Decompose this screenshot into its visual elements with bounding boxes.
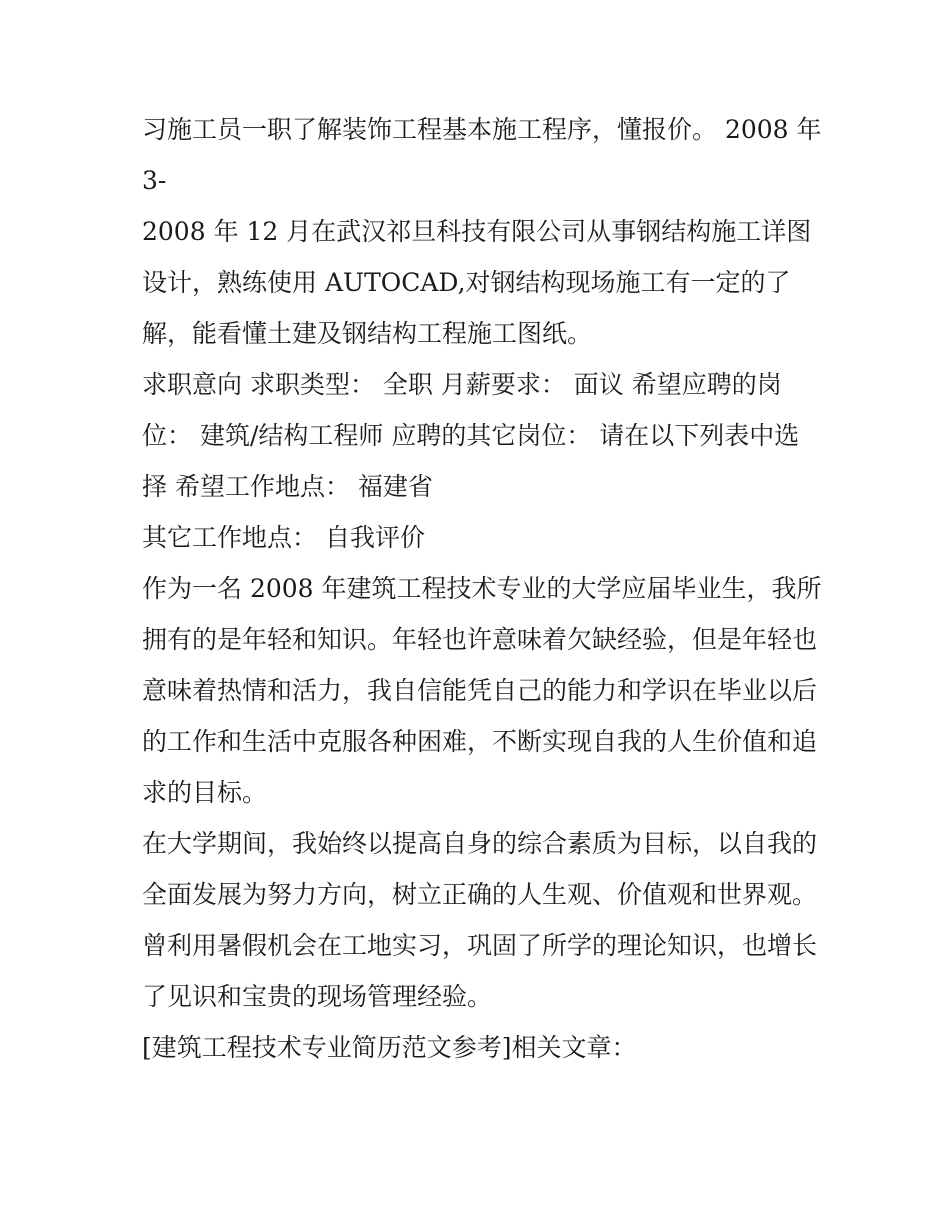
- paragraph-self-evaluation-graduate: 作为一名 2008 年建筑工程技术专业的大学应届毕业生，我所拥有的是年轻和知识。年轻也许意味着欠缺经验，但是年轻也意味着热情和活力，我自信能凭自己的能力和学识在毕业以后的工作和生活中克服各种困难，不断实现自我的人生价值和追求的目标。: [142, 574, 822, 807]
- paragraph-job-intention: 求职意向 求职类型： 全职 月薪要求： 面议 希望应聘的岗位： 建筑/结构工程师 应聘的其它岗位： 请在以下列表中选择 希望工作地点： 福建省: [142, 370, 800, 501]
- paragraph-other-locations-self-evaluation: 其它工作地点： 自我评价: [142, 523, 425, 552]
- document-body: [142, 104, 822, 1073]
- paragraph-related-articles: [建筑工程技术专业简历范文参考]相关文章：: [142, 1033, 637, 1062]
- paragraph-steel-structure-experience: 2008 年 12 月在武汉祁旦科技有限公司从事钢结构施工详图设计，熟练使用 AUTOCAD,对钢结构现场施工有一定的了解，能看懂土建及钢结构工程施工图纸。: [142, 217, 812, 348]
- paragraph-internship-continued: 习施工员一职了解装饰工程基本施工程序，懂报价。 2008 年 3-: [142, 115, 822, 195]
- paragraph-university-period: 在大学期间，我始终以提高自身的综合素质为目标，以自我的全面发展为努力方向，树立正确的人生观、价值观和世界观。曾利用暑假机会在工地实习，巩固了所学的理论知识，也增长了见识和宝贵的现场管理经验。: [142, 829, 818, 1011]
